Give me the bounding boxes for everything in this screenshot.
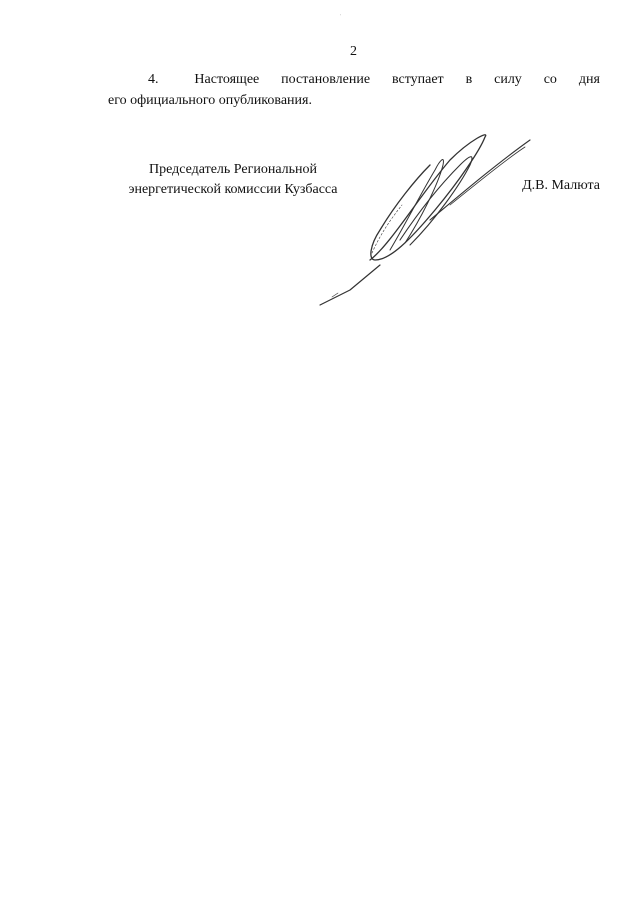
signatory-title-line-2: энергетической комиссии Кузбасса [128, 182, 338, 197]
signatory-title-line-1: Председатель Региональной [148, 162, 318, 177]
paragraph-word: Настоящее [194, 72, 260, 87]
paragraph-word: силу [494, 72, 522, 87]
paragraph-word: вступает [391, 72, 444, 87]
paragraph-word: постановление [281, 72, 371, 87]
paragraph-word: со [543, 72, 557, 87]
handwritten-signature [310, 125, 540, 310]
scan-mark: ' [340, 14, 342, 20]
paragraph-word: в [465, 72, 473, 87]
signatory-name: Д.В. Малюта [522, 178, 600, 193]
paragraph-line-1 [108, 72, 600, 88]
paragraph-number: 4. [148, 72, 159, 87]
paragraph-word: дня [578, 72, 600, 87]
page-number: 2 [350, 44, 357, 59]
paragraph-line-2: его официального опубликования. [108, 93, 312, 108]
